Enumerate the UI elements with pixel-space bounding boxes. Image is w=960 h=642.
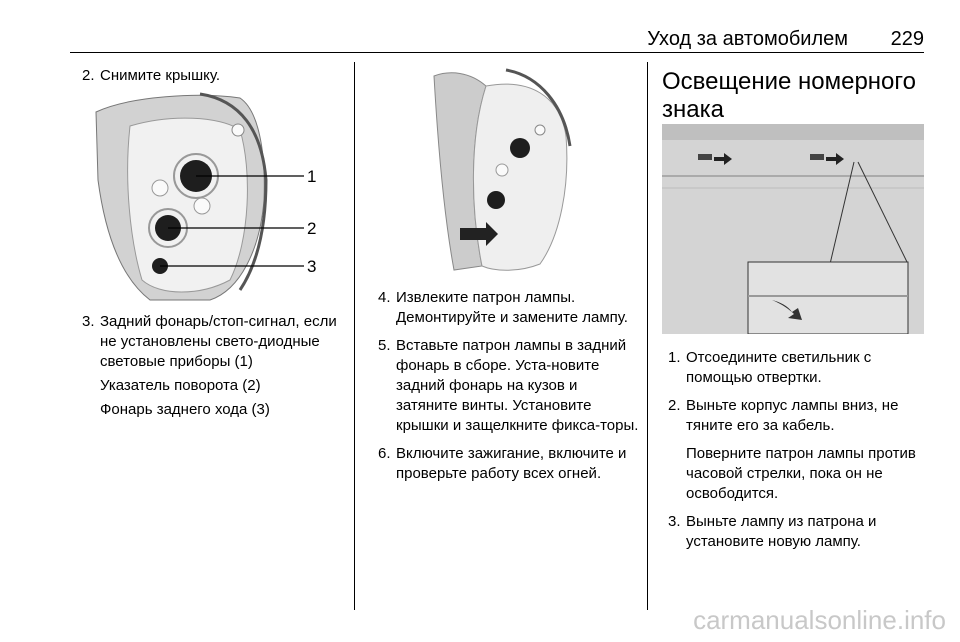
sub-turn-indicator: Указатель поворота (2): [100, 377, 261, 394]
step-2-remove-cover: 2. Снимите крышку.: [82, 67, 221, 84]
step-3-replace-bulb: 3. Выньте лампу из патрона и установите новую лампу.: [668, 513, 877, 550]
page-number: 229: [890, 28, 924, 50]
step-2-pull-housing: 2. Выньте корпус лампы вниз, не тяните его за кабель.: [668, 397, 899, 434]
step-4-remove-socket: 4. Извлеките патрон лампы. Демонтируйте и замените лампу.: [378, 289, 628, 326]
column-2-steps: [378, 288, 640, 484]
callout-2: 2: [307, 219, 317, 238]
sub-reverse-light: Фонарь заднего хода (3): [100, 401, 270, 418]
step-6-check: 6. Включите зажигание, включите и проверьте работу всех огней.: [378, 445, 627, 482]
tail-light-cover-figure: [90, 90, 330, 302]
column-1-steps: [82, 312, 344, 420]
section-title: Уход за автомобилем: [647, 28, 848, 50]
licence-plate-light-figure: [662, 124, 924, 334]
tail-light-socket-figure: [430, 66, 575, 276]
page-header: [70, 28, 924, 53]
sub-rotate-socket: Поверните патрон лампы против часовой стрелки, пока он не освободится.: [686, 445, 916, 502]
column-3-steps: [668, 348, 924, 552]
callout-1: 1: [307, 167, 317, 186]
step-3-bulbs: 3. Задний фонарь/стоп-сигнал, если не установлены свето-диодные световые приборы (1): [82, 313, 337, 370]
column-divider-1: [354, 62, 355, 610]
step-5-install: 5. Вставьте патрон лампы в задний фонарь в сборе. Уста-новите задний фонарь на кузов и затяните винты. Установите крышки и защелкните фикса-торы.: [378, 337, 639, 434]
section-heading: Освещение номерного знака: [662, 68, 916, 123]
callout-3: 3: [307, 257, 317, 276]
watermark: carmanualsonline.info: [693, 605, 946, 635]
column-divider-2: [647, 62, 648, 610]
column-1: [82, 66, 344, 86]
step-1-detach: 1. Отсоедините светильник с помощью отвертки.: [668, 349, 872, 386]
